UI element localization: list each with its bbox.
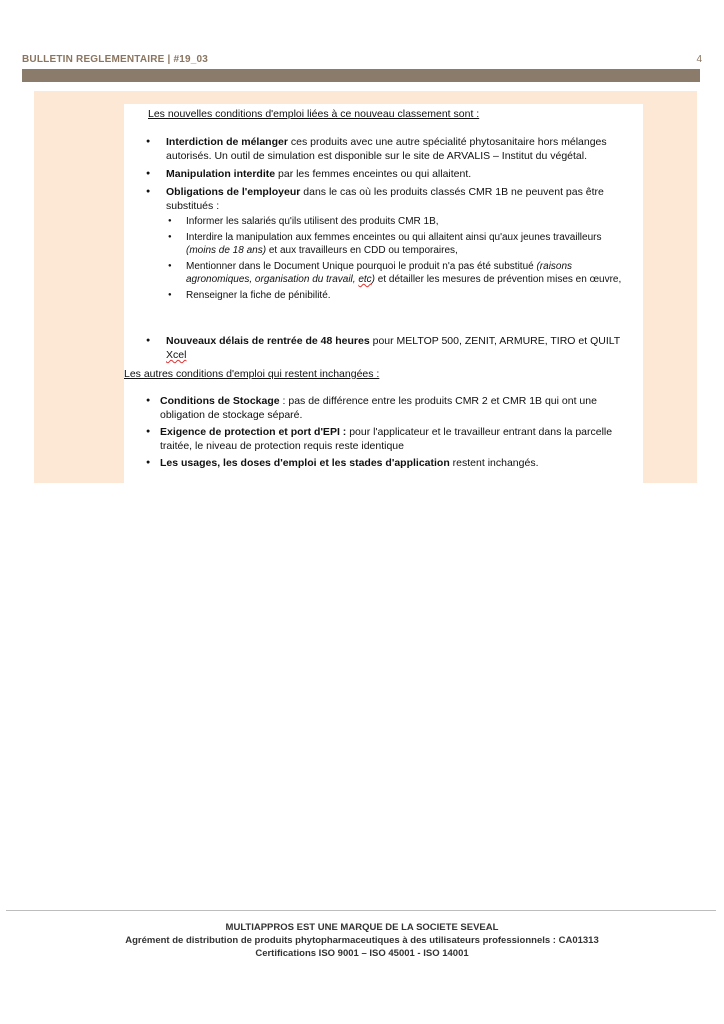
- item-bold: Les usages, les doses d'emploi et les stades d'application: [160, 457, 450, 469]
- list-item: [124, 135, 634, 163]
- list-item: [124, 425, 636, 453]
- item-text: : pas de différence entre les produits CMR 2 et CMR 1B qui ont une obligation de stockage séparé.: [160, 395, 597, 421]
- list-item: [124, 167, 634, 181]
- sublist-item: [124, 231, 634, 257]
- page-number: 4: [696, 54, 702, 65]
- item-bold: Conditions de Stockage: [160, 395, 280, 407]
- item-bold: Manipulation interdite: [166, 168, 276, 180]
- footer-agreement: Agrément de distribution de produits phytopharmaceutiques à des utilisateurs professionnels : CA01313: [125, 935, 599, 946]
- sublist-text: Interdire la manipulation aux femmes enceintes ou qui allaitent ainsi qu'aux jeunes travailleurs: [186, 232, 602, 243]
- sublist-text: Renseigner la fiche de pénibilité.: [186, 290, 331, 301]
- sublist-text: et détailler les mesures de prévention mises en œuvre,: [375, 274, 622, 285]
- sublist: [124, 215, 634, 302]
- sublist-italic: ): [371, 274, 376, 285]
- sublist-text: et aux travailleurs en CDD ou temporaires,: [266, 245, 458, 256]
- item-text: pour l'applicateur et le travailleur entrant dans la parcelle traitée, le niveau de protection requis reste identique: [160, 426, 613, 452]
- item-bold: Nouveaux délais de rentrée de 48 heures: [166, 335, 370, 347]
- item-text: restent inchangés.: [449, 457, 539, 469]
- item-bold: Interdiction de mélanger: [166, 136, 288, 148]
- list-item: [124, 456, 636, 470]
- section2-lead: Les autres conditions d'emploi qui restent inchangées :: [124, 368, 380, 380]
- sublist-italic: (moins de 18 ans): [186, 245, 267, 256]
- sublist-item: [124, 260, 634, 286]
- footer-brand: MULTIAPPROS EST UNE MARQUE DE LA SOCIETE SEVEAL: [225, 922, 499, 933]
- sublist-text: Informer les salariés qu'ils utilisent des produits CMR 1B,: [186, 216, 439, 227]
- item-text: ces produits avec une autre spécialité phytosanitaire hors mélanges autorisés. Un outil de simulation est disponible sur le site de ARVALIS – Institut du végétal.: [166, 136, 607, 162]
- list-item: [124, 394, 636, 422]
- spellcheck-word: etc: [358, 274, 372, 285]
- item-bold: Exigence de protection et port d'EPI :: [160, 426, 347, 438]
- item-text: pour MELTOP 500, ZENIT, ARMURE, TIRO et QUILT: [369, 335, 621, 347]
- item-text: dans le cas où les produits classés CMR 1B ne peuvent pas être substitués :: [166, 186, 604, 212]
- section1-list: [124, 135, 634, 302]
- delay-item: [124, 334, 634, 362]
- header-bar: [22, 69, 700, 82]
- item-bold: Obligations de l'employeur: [166, 186, 301, 198]
- bulletin-title: BULLETIN REGLEMENTAIRE | #19_03: [22, 54, 209, 65]
- sublist-item: [124, 215, 634, 228]
- footer-divider: [6, 910, 716, 911]
- sublist-italic: (raisons agronomiques, organisation du travail,: [186, 261, 573, 285]
- sublist-text: Mentionner dans le Document Unique pourquoi le produit n'a pas été substitué: [186, 261, 537, 272]
- item-text: par les femmes enceintes ou qui allaitent.: [275, 168, 472, 180]
- footer-certifications: Certifications ISO 9001 – ISO 45001 - ISO 14001: [255, 948, 469, 959]
- spellcheck-word: Xcel: [166, 349, 187, 361]
- sublist-item: [124, 289, 634, 302]
- section2-list: [124, 394, 636, 470]
- pasted-document: [124, 104, 643, 483]
- list-item: [124, 185, 634, 213]
- section1-lead: Les nouvelles conditions d'emploi liées à ce nouveau classement sont :: [148, 108, 480, 120]
